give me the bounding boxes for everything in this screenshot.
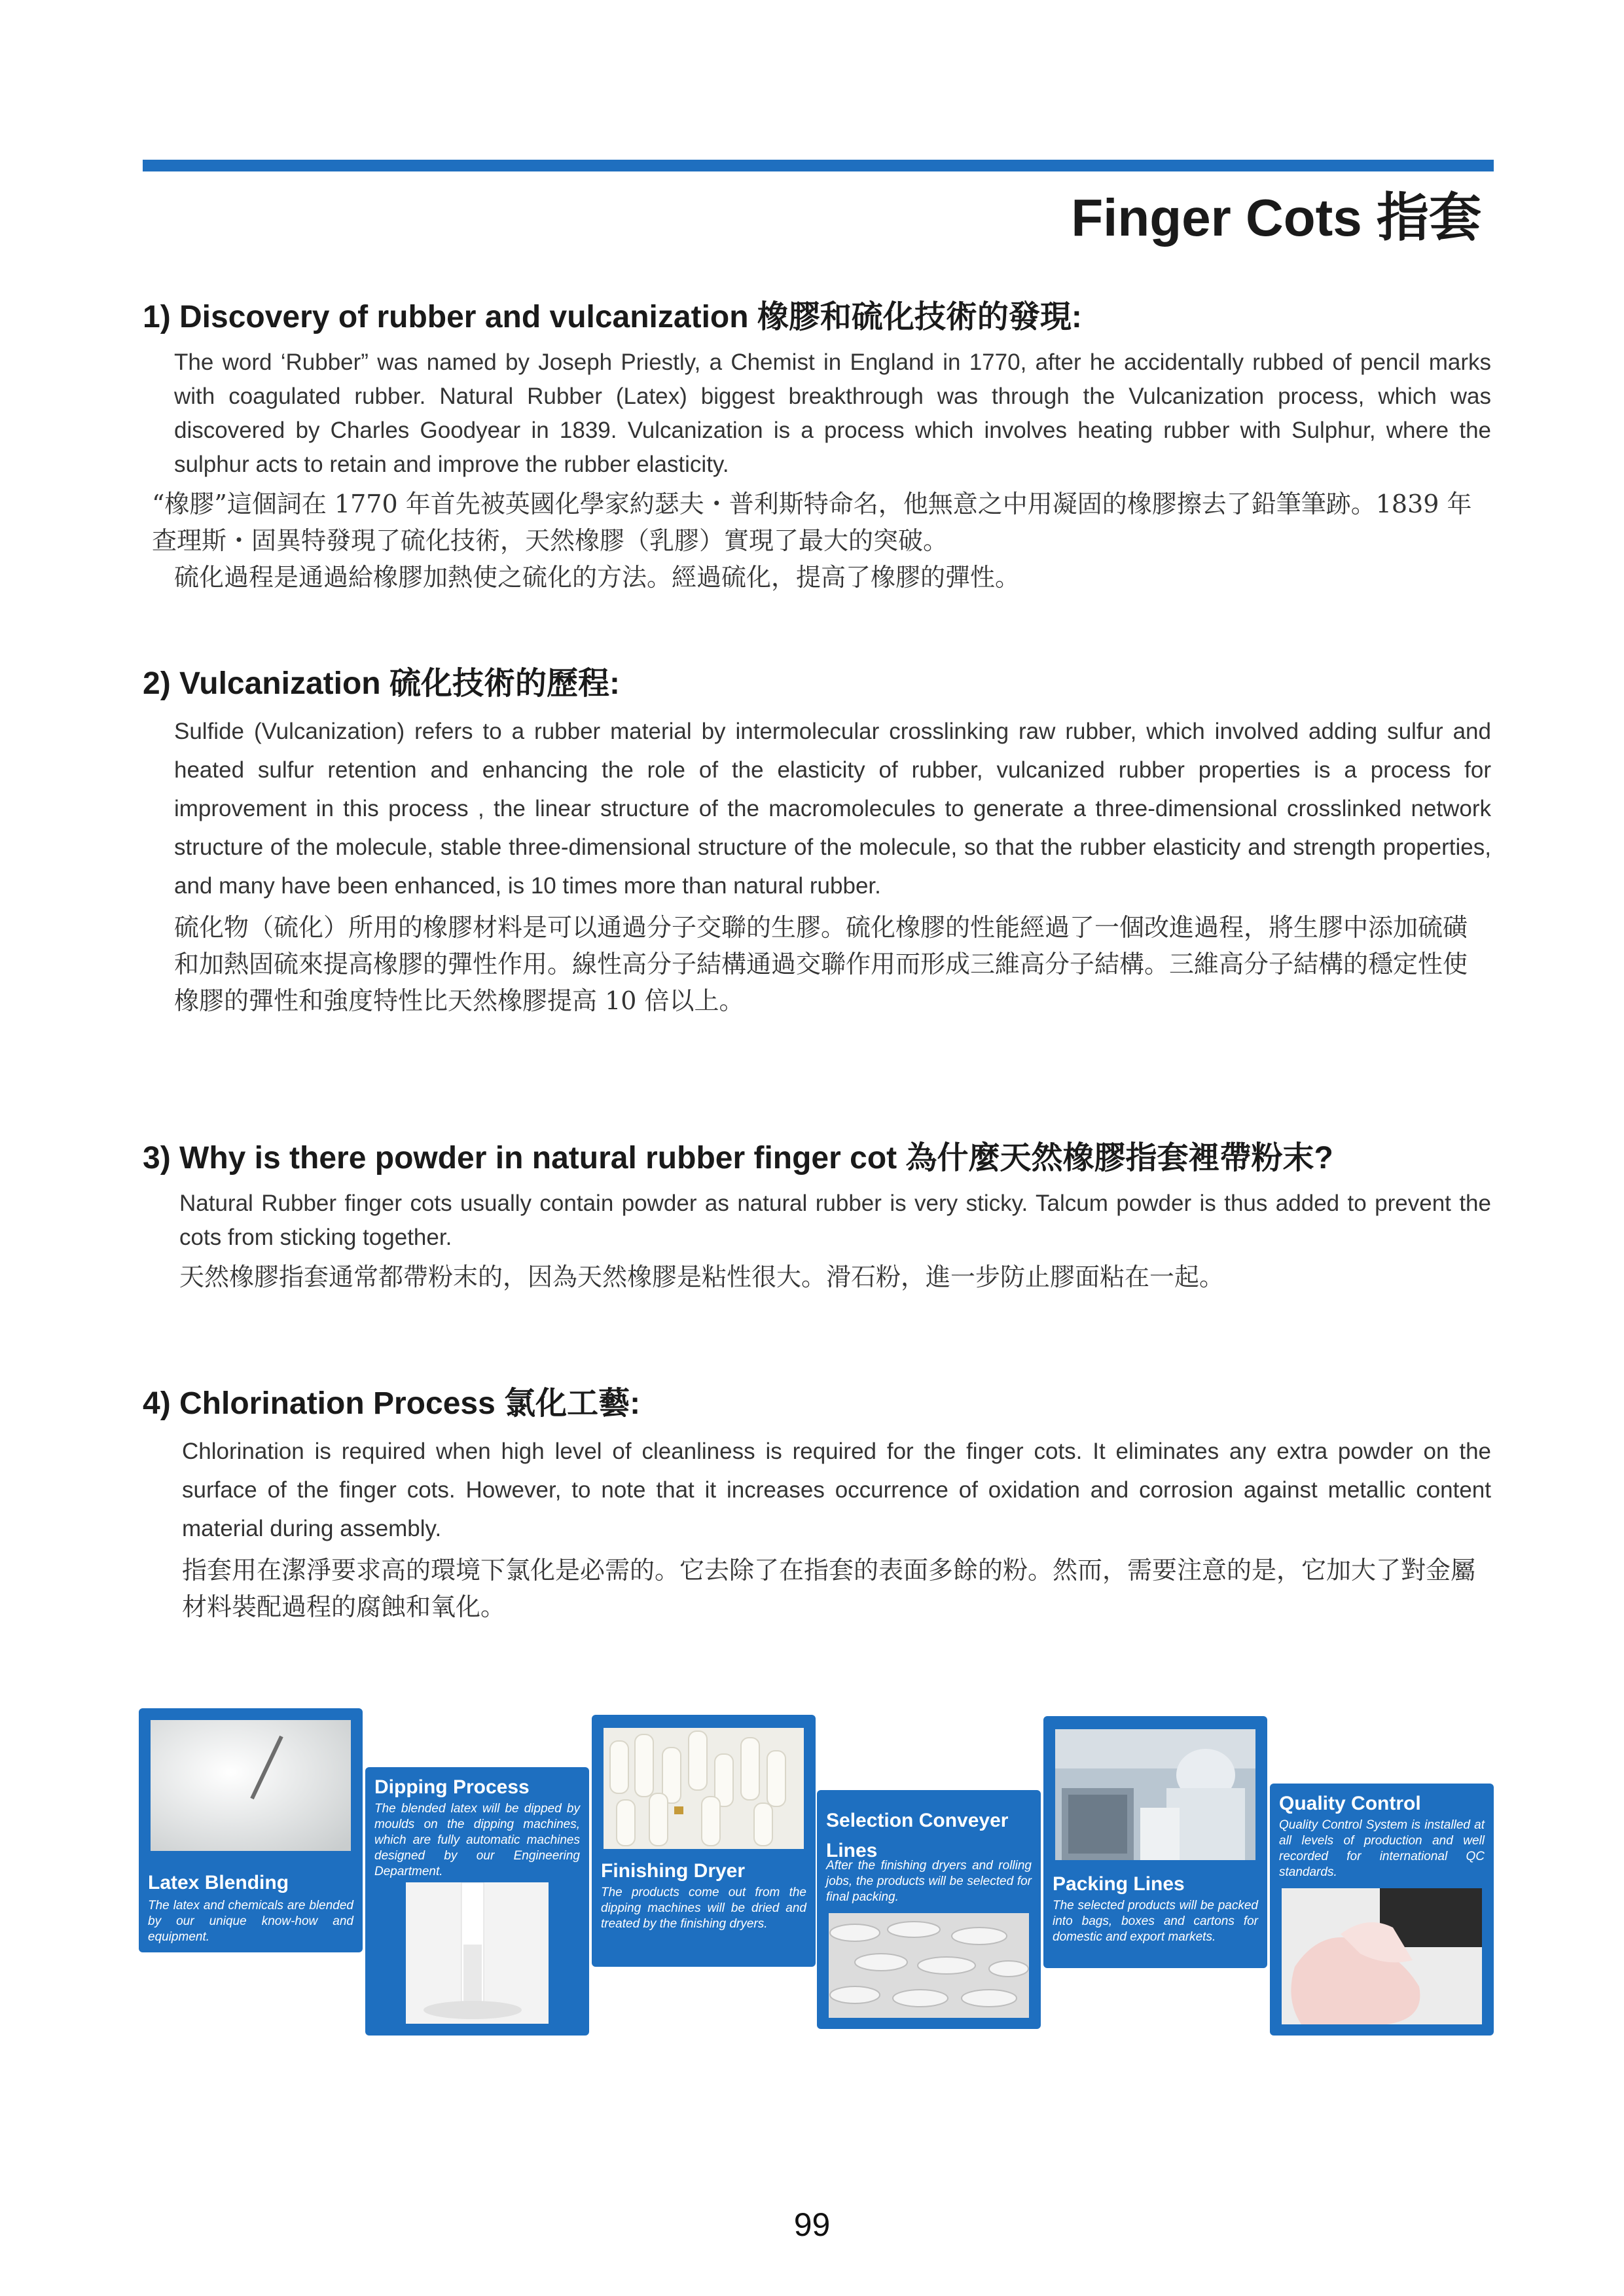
process-card-quality-control <box>1270 1784 1494 2036</box>
page-title: Finger Cots 指套 <box>1071 188 1481 247</box>
section-text-en: Sulfide (Vulcanization) refers to a rubber material by intermolecular crosslinking raw rubber, which involved adding sulfur and heated sulfur retention and enhancing the role of the elasticity of rubber, vulcanized rubber properties is a process for improvement in this process , the linear structure of the macromolecules to generate a three-dimensional crosslinked network structure of the molecule, stable three-dimensional structure of the molecule, so that the rubber elasticity and strength properties, and many have been enhanced, is 10 times more than natural rubber. <box>174 719 1491 899</box>
process-title: Finishing Dryer <box>601 1860 746 1882</box>
section-heading: 4) Chlorination Process 氯化工藝: <box>143 1386 641 1421</box>
section-text-zh: 指套用在潔淨要求高的環境下氯化是必需的。它去除了在指套的表面多餘的粉。然而，需要注意的是，它加大了對金屬材料裝配過程的腐蝕和氧化。 <box>182 1556 1476 1621</box>
process-title: Packing Lines <box>1053 1873 1185 1895</box>
packing-photo <box>1055 1729 1255 1860</box>
dipping-photo <box>406 1882 549 2024</box>
conveyer-photo <box>829 1913 1029 2018</box>
section-vulcanization <box>143 658 1491 1019</box>
process-card-finishing-dryer <box>592 1715 816 1967</box>
section-discovery <box>143 291 1491 596</box>
process-title: Latex Blending <box>148 1872 289 1893</box>
section-text-zh: “橡膠”這個詞在 1770 年首先被英國化學家約瑟夫・普利斯特命名，他無意之中用凝固的橡膠擦去了鉛筆筆跡。1839 年查理斯・固異特發現了硫化技術，天然橡膠（乳膠）實現了最大的突破。 <box>152 490 1472 555</box>
section-text-en: Natural Rubber finger cots usually contain powder as natural rubber is very sticky. Talcum powder is thus added to prevent the cots from sticking together. <box>179 1191 1491 1250</box>
section-heading: 1) Discovery of rubber and vulcanization 橡膠和硫化技術的發現: <box>143 300 1082 334</box>
quality-control-photo <box>1282 1888 1482 2024</box>
section-powder <box>143 1132 1491 1295</box>
process-desc: After the finishing dryers and rolling jobs, the products will be selected for final packing. <box>826 1859 1032 1904</box>
latex-blending-photo <box>151 1720 351 1851</box>
process-title: Quality Control <box>1279 1793 1421 1814</box>
section-text-en: Chlorination is required when high level of cleanliness is required for the finger cots. It eliminates any extra powder on the surface of the finger cots. However, to note that it increases occurrence of oxidation and corrosion against metallic content material during assembly. <box>182 1439 1491 1541</box>
section-text-zh: 硫化物（硫化）所用的橡膠材料是可以通過分子交聯的生膠。硫化橡膠的性能經過了一個改進過程，將生膠中添加硫磺和加熱固硫來提高橡膠的彈性作用。線性高分子結構通過交聯作用而形成三維高分子結構。三維高分子結構的穩定性使橡膠的彈性和強度特性比天然橡膠提高 10 倍以上。 <box>174 913 1468 1015</box>
section-heading: 2) Vulcanization 硫化技術的歷程: <box>143 666 620 701</box>
section-chlorination <box>143 1378 1491 1625</box>
section-heading: 3) Why is there powder in natural rubber finger cot 為什麼天然橡膠指套裡帶粉末? <box>143 1141 1333 1175</box>
process-title: Dipping Process <box>374 1776 530 1798</box>
section-text-zh: 硫化過程是通過給橡膠加熱使之硫化的方法。經過硫化，提高了橡膠的彈性。 <box>174 563 1020 592</box>
process-desc: The blended latex will be dipped by moulds on the dipping machines, which are fully automatic machines designed by our Engineering Department. <box>374 1802 580 1878</box>
section-text-en: The word ‘Rubber” was named by Joseph Priestly, a Chemist in England in 1770, after he accidentally rubbed of pencil marks with coagulated rubber. Natural Rubber (Latex) biggest breakthrough was through the Vulcanization process, which was discovered by Charles Goodyear in 1839. Vulcanization is a process which involves heating rubber with Sulphur, where the sulphur acts to retain and improve the rubber elasticity. <box>174 350 1491 477</box>
page-number: 99 <box>793 2206 831 2243</box>
process-card-latex-blending <box>139 1708 363 1952</box>
section-text-zh: 天然橡膠指套通常都帶粉末的，因為天然橡膠是粘性很大。滑石粉，進一步防止膠面粘在一起。 <box>179 1263 1225 1291</box>
process-title: Selection Conveyer Lines <box>826 1810 1009 1861</box>
finishing-dryer-photo <box>604 1728 804 1849</box>
process-card-selection-conveyer <box>817 1790 1041 2029</box>
process-desc: The products come out from the dipping machines will be dried and treated by the finishing dryers. <box>601 1886 806 1931</box>
process-desc: The selected products will be packed into bags, boxes and cartons for domestic and export markets. <box>1053 1899 1258 1944</box>
process-card-packing-lines <box>1043 1716 1267 1968</box>
process-card-dipping <box>365 1767 589 2036</box>
header-rule <box>143 160 1494 171</box>
process-desc: The latex and chemicals are blended by our unique know-how and equipment. <box>148 1899 353 1944</box>
process-desc: Quality Control System is installed at all levels of production and well recorded for international QC standards. <box>1279 1818 1485 1879</box>
